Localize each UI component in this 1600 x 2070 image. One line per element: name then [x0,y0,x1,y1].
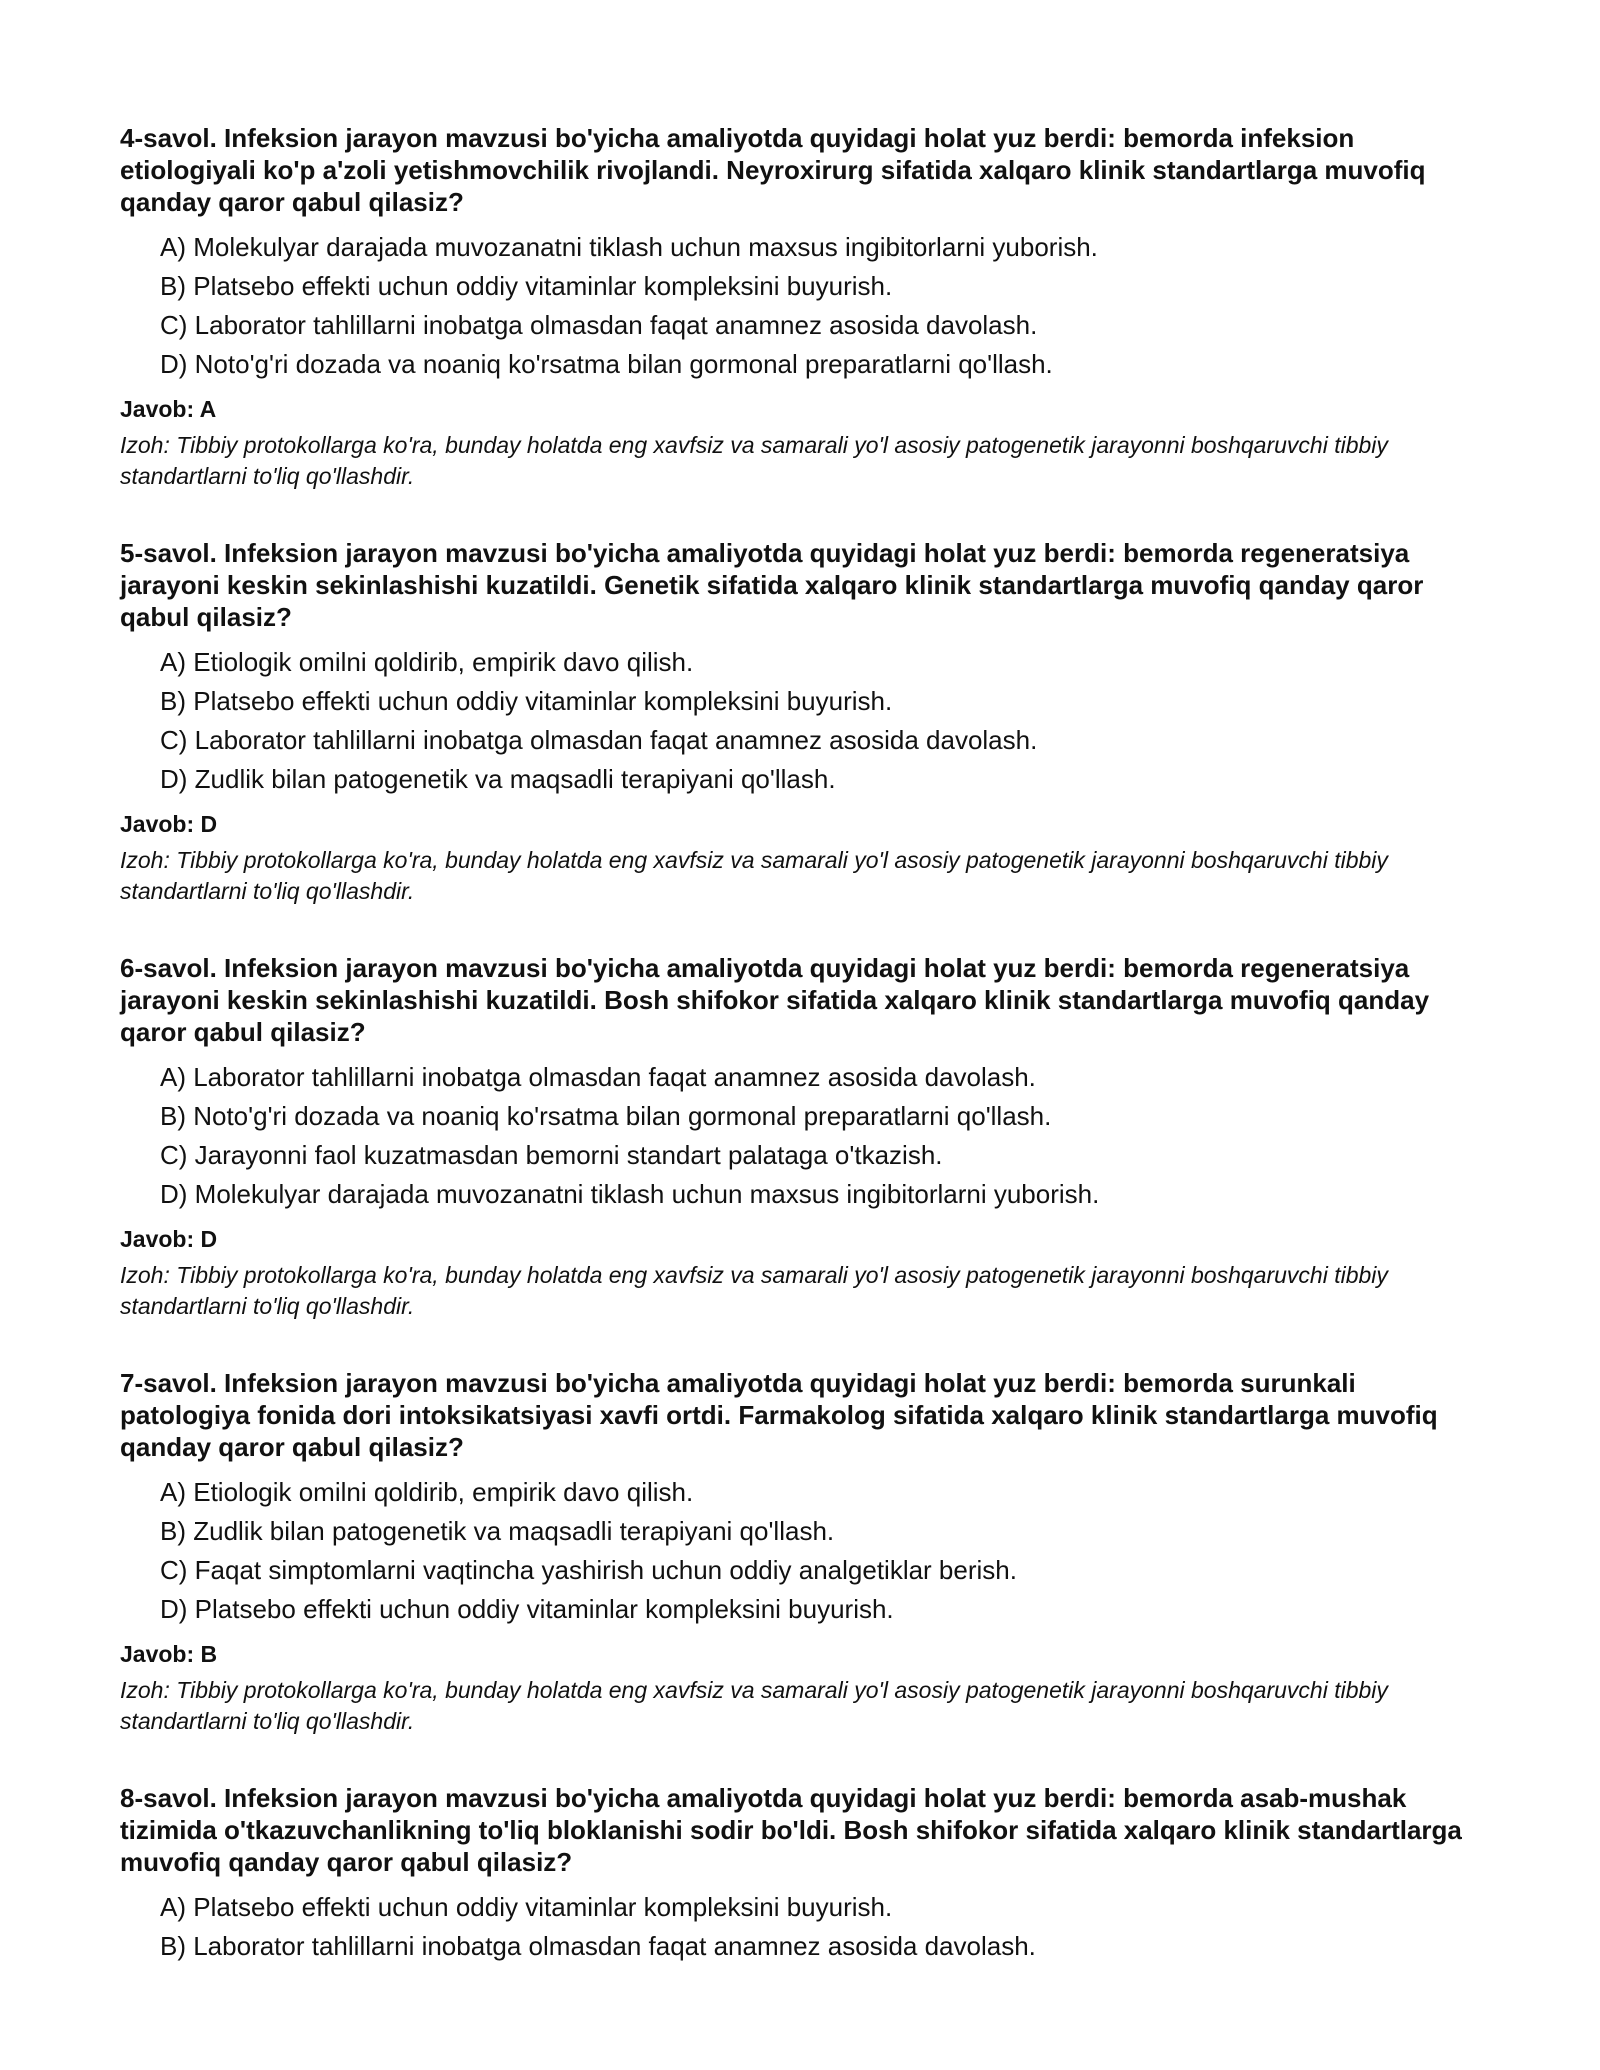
option-d: D) Zudlik bilan patogenetik va maqsadli terapiyani qo'llash. [160,764,836,794]
question-title: 7-savol. Infeksion jarayon mavzusi bo'yicha amaliyotda quyidagi holat yuz berdi: bemorda surunkali patologiya fonida dori intoksikatsiyasi xavfi ortdi. Farmakolog sifatida xalqaro klinik standartlarga muvofiq qanday qaror qabul qilasiz? [120,1368,1438,1462]
option-b: B) Platsebo effekti uchun oddiy vitaminlar kompleksini buyurish. [160,686,893,716]
option-c: C) Faqat simptomlarni vaqtincha yashirish uchun oddiy analgetiklar berish. [160,1555,1017,1585]
answer-label: Javob: D [120,811,218,837]
option-a: A) Molekulyar darajada muvozanatni tiklash uchun maxsus ingibitorlarni yuborish. [160,232,1098,262]
explanation-text: Izoh: Tibbiy protokollarga ko'ra, bunday holatda eng xavfsiz va samarali yo'l asosiy patogenetik jarayonni boshqaruvchi tibbiy standartlarni to'liq qo'llashdir. [120,1262,1388,1319]
option-a: A) Laborator tahlillarni inobatga olmasdan faqat anamnez asosida davolash. [160,1062,1036,1092]
question-title: 4-savol. Infeksion jarayon mavzusi bo'yicha amaliyotda quyidagi holat yuz berdi: bemorda infeksion etiologiyali ko'p a'zoli yetishmovchilik rivojlandi. Neyroxirurg sifatida xalqaro klinik standartlarga muvofiq qanday qaror qabul qilasiz? [120,123,1426,217]
option-b: B) Noto'g'ri dozada va noaniq ko'rsatma bilan gormonal preparatlarni qo'llash. [160,1101,1052,1131]
question-title: 5-savol. Infeksion jarayon mavzusi bo'yicha amaliyotda quyidagi holat yuz berdi: bemorda regeneratsiya jarayoni keskin sekinlashishi kuzatildi. Genetik sifatida xalqaro klinik standartlarga muvofiq qanday qaror qabul qilasiz? [120,538,1424,632]
options-list [120,228,1480,384]
option-d: D) Molekulyar darajada muvozanatni tiklash uchun maxsus ingibitorlarni yuborish. [160,1179,1100,1209]
question-block [120,1367,1480,1737]
options-list [120,1058,1480,1214]
question-block [120,952,1480,1322]
option-d: D) Platsebo effekti uchun oddiy vitaminlar kompleksini buyurish. [160,1594,894,1624]
document-page [120,122,1480,2011]
question-title: 8-savol. Infeksion jarayon mavzusi bo'yicha amaliyotda quyidagi holat yuz berdi: bemorda asab-mushak tizimida o'tkazuvchanlikning to'liq bloklanishi sodir bo'ldi. Bosh shifokor sifatida xalqaro klinik standartlarga muvofiq qanday qaror qabul qilasiz? [120,1783,1462,1877]
option-c: C) Laborator tahlillarni inobatga olmasdan faqat anamnez asosida davolash. [160,725,1038,755]
explanation-text: Izoh: Tibbiy protokollarga ko'ra, bunday holatda eng xavfsiz va samarali yo'l asosiy patogenetik jarayonni boshqaruvchi tibbiy standartlarni to'liq qo'llashdir. [120,1677,1388,1734]
question-block [120,122,1480,492]
explanation-text: Izoh: Tibbiy protokollarga ko'ra, bunday holatda eng xavfsiz va samarali yo'l asosiy patogenetik jarayonni boshqaruvchi tibbiy standartlarni to'liq qo'llashdir. [120,432,1388,489]
options-list [120,1473,1480,1629]
question-block [120,537,1480,907]
option-b: B) Laborator tahlillarni inobatga olmasdan faqat anamnez asosida davolash. [160,1931,1036,1961]
explanation-text: Izoh: Tibbiy protokollarga ko'ra, bunday holatda eng xavfsiz va samarali yo'l asosiy patogenetik jarayonni boshqaruvchi tibbiy standartlarni to'liq qo'llashdir. [120,847,1388,904]
option-b: B) Platsebo effekti uchun oddiy vitaminlar kompleksini buyurish. [160,271,893,301]
option-b: B) Zudlik bilan patogenetik va maqsadli terapiyani qo'llash. [160,1516,835,1546]
option-a: A) Platsebo effekti uchun oddiy vitaminlar kompleksini buyurish. [160,1892,893,1922]
option-a: A) Etiologik omilni qoldirib, empirik davo qilish. [160,647,694,677]
answer-label: Javob: B [120,1641,218,1667]
option-c: C) Laborator tahlillarni inobatga olmasdan faqat anamnez asosida davolash. [160,310,1038,340]
option-d: D) Noto'g'ri dozada va noaniq ko'rsatma bilan gormonal preparatlarni qo'llash. [160,349,1053,379]
answer-label: Javob: A [120,396,217,422]
option-a: A) Etiologik omilni qoldirib, empirik davo qilish. [160,1477,694,1507]
options-list [120,643,1480,799]
question-title: 6-savol. Infeksion jarayon mavzusi bo'yicha amaliyotda quyidagi holat yuz berdi: bemorda regeneratsiya jarayoni keskin sekinlashishi kuzatildi. Bosh shifokor sifatida xalqaro klinik standartlarga muvofiq qanday qaror qabul qilasiz? [120,953,1430,1047]
option-c: C) Jarayonni faol kuzatmasdan bemorni standart palataga o'tkazish. [160,1140,943,1170]
answer-label: Javob: D [120,1226,218,1252]
options-list [120,1888,1480,1966]
question-block [120,1782,1480,1966]
